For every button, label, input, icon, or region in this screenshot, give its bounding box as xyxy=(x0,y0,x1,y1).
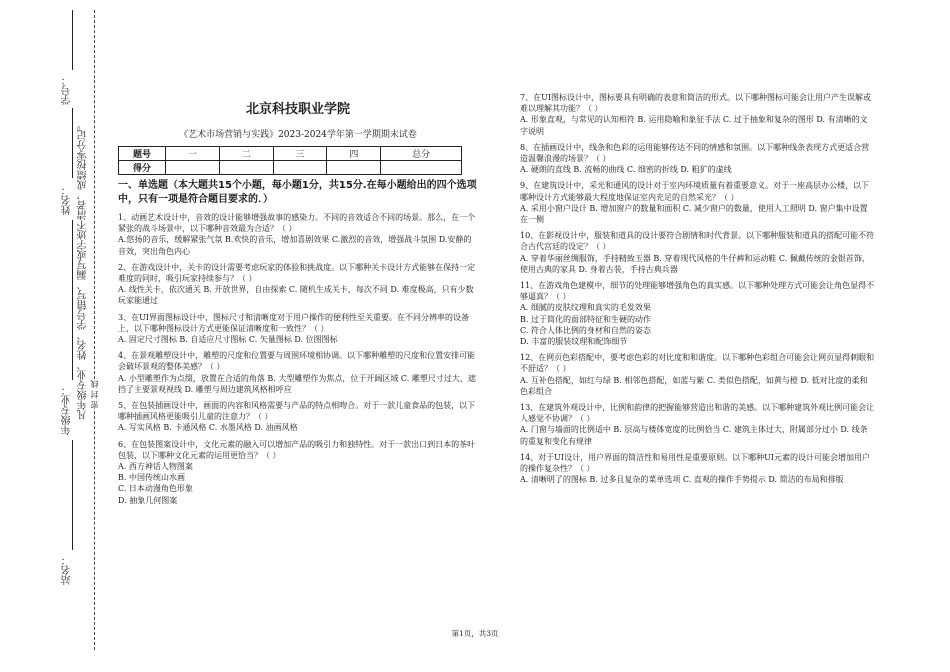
question-stem: 9、在建筑设计中，采光和通风的设计对于室内环境质量有着重要意义。对于一座高层办公楼，以下哪种设计方式能够最大程度地保证室内充足的自然采光？（ ） xyxy=(520,181,870,202)
question-stem: 13、在建筑外观设计中，比例和韵律的把握能够营造出和谐的美感。以下哪种建筑外观比例可能会让人感觉不协调？（ ） xyxy=(520,403,875,424)
question-options: A. 互补色搭配，如红与绿 B. 相邻色搭配，如蓝与紫 C. 类似色搭配，如黄与橙 D. 低对比度的柔和色彩组合 xyxy=(520,375,868,396)
question xyxy=(520,402,875,447)
question xyxy=(520,180,875,225)
score-header-cell: 四 xyxy=(327,147,381,161)
score-row-label: 得分 xyxy=(119,161,166,175)
question xyxy=(118,350,478,395)
question xyxy=(520,352,875,397)
score-table-header-row xyxy=(119,147,462,161)
binding-line xyxy=(72,440,73,550)
score-cell[interactable] xyxy=(327,161,381,175)
question-option: B. 过于简化的面部特征和生硬的动作 xyxy=(520,314,651,324)
question-stem: 5、在包装插画设计中，画面的内容和风格需要与产品的特点相吻合。对于一款儿童食品的包装，以下哪种插画风格更能吸引儿童的注意力？（ ） xyxy=(118,401,476,422)
seal-mark: 密 封 线 xyxy=(90,380,99,410)
question xyxy=(118,262,478,307)
question-option: D. 抽象几何图案 xyxy=(118,495,178,505)
question-stem: 11、在游戏角色建模中，细节的处理能够增强角色的真实感。以下哪种处理方式可能会让角色显得不够逼真？（ ） xyxy=(520,281,875,302)
question-option: B. 中国传统山水画 xyxy=(118,473,185,483)
score-header-cell: 总分 xyxy=(381,147,462,161)
question-options: A. 清晰明了的图标 B. 过多且复杂的菜单选项 C. 直观的操作手势提示 D. 简洁的布局和排版 xyxy=(520,475,844,485)
question xyxy=(520,230,875,275)
question-options: A. 采用小窗户设计 B. 增加窗户的数量和面积 C. 减少窗户的数量，使用人工照明 D. 窗户集中设置在一侧 xyxy=(520,203,868,225)
binding-line xyxy=(72,220,73,380)
question-option: A. 细腻的皮肤纹理和真实的毛发效果 xyxy=(520,303,651,313)
question-options: A. 形象直观，与常见的认知相符 B. 运用隐喻和象征手法 C. 过于抽象和复杂的图形 D. 有清晰的文字说明 xyxy=(520,115,868,136)
class-label: 年级专业： xyxy=(62,385,73,435)
question-option: D. 丰富的服装纹理和配饰细节 xyxy=(520,337,628,347)
page-footer: 第1页，共3页 xyxy=(451,629,499,638)
score-table-score-row xyxy=(119,161,462,175)
right-column xyxy=(520,92,875,486)
question xyxy=(520,452,875,486)
question xyxy=(118,400,478,434)
school-name: 北京科技职业学院 xyxy=(245,102,350,117)
exam-subtitle: 《艺术市场营销与实践》2023-2024学年第一学期期末试卷 xyxy=(179,130,417,140)
question-options: A. 硬朗的直线 B. 流畅的曲线 C. 细密的折线 D. 粗犷的虚线 xyxy=(520,165,732,175)
question-stem: 4、在景观雕塑设计中，雕塑的尺度和位置要与周围环境相协调。以下哪种雕塑的尺度和位置安排可能会破坏景观的整体美感？（ ） xyxy=(118,351,476,372)
question xyxy=(520,142,875,176)
question xyxy=(118,312,478,346)
score-cell[interactable] xyxy=(166,161,220,175)
question-options: A. 写实风格 B. 卡通风格 C. 水墨风格 D. 油画风格 xyxy=(118,423,298,433)
question-option: C. 符合人体比例的身材和自然的姿态 xyxy=(520,325,651,335)
binding-line xyxy=(72,108,73,178)
question-option: C. 日本动漫角色形象 xyxy=(118,484,193,494)
question-stem: 10、在影视设计中，服装和道具的设计要符合剧情和时代背景。以下哪种服装和道具的搭配可能不符合古代宫廷的设定？（ ） xyxy=(520,231,875,252)
question-option: A. 西方神话人物图案 xyxy=(118,462,193,472)
seal-dashed-line xyxy=(94,10,95,650)
question-stem: 8、在插画设计中，线条和色彩的运用能够传达不同的情感和氛围。以下哪种线条表现方式更适合营造温馨浪漫的场景？（ ） xyxy=(520,142,870,164)
question-stem: 2、在游戏设计中，关卡的设计需要考虑玩家的体验和挑战度。以下哪种关卡设计方式能够在保持一定难度的同时，吸引玩家持续参与？（ ） xyxy=(118,262,476,284)
score-header-cell: 一 xyxy=(166,147,220,161)
question xyxy=(118,439,478,506)
question xyxy=(520,92,875,137)
exam-site-label: 站名： xyxy=(62,555,73,585)
question-stem: 12、在网页色彩搭配中，要考虑色彩的对比度和和谐度。以下哪种色彩组合可能会让网页显得刺眼和不舒适？（ ） xyxy=(520,353,875,374)
binding-strip xyxy=(0,0,100,672)
score-header-cell: 二 xyxy=(219,147,273,161)
question-options: A. 线性关卡，依次通关 B. 开放世界，自由探索 C. 随机生成关卡，每次不同 D. 难度极高，只有少数玩家能通过 xyxy=(118,285,474,306)
binding-line xyxy=(72,10,73,70)
question xyxy=(118,212,478,257)
question-stem: 14、对于UI设计，用户界面的简洁性和易用性是重要原则。以下哪种UI元素的设计可能会增加用户的操作复杂性？（ ） xyxy=(520,452,870,474)
question-stem: 7、在UI图标设计中，图标要具有明确的表意和简洁的形式。以下哪种图标可能会让用户产生误解或难以理解其功能？（ ） xyxy=(520,93,871,114)
name-label: 姓名： xyxy=(62,185,73,215)
student-id-label: 学号： xyxy=(62,75,73,105)
section-title: 一、单选题（本大题共15个小题，每小题1分，共15分.在每小题给出的四个选项中，只有一项是符合题目要求的．） xyxy=(118,180,477,205)
question-options: A. 小型雕塑作为点缀，放置在合适的角落 B. 大型雕塑作为焦点，位于开阔区域 C. 雕塑尺寸过大，遮挡了主要景观视线 D. 雕塑与周边建筑风格相呼应 xyxy=(118,373,476,394)
score-cell[interactable] xyxy=(219,161,273,175)
left-column xyxy=(118,98,478,506)
score-cell[interactable] xyxy=(381,161,462,175)
score-header-cell: 题号 xyxy=(119,147,166,161)
question-options: A.悠扬的音乐，缓解紧张气氛 B.欢快的音乐，增加喜剧效果 C.激烈的音效，增强战斗氛围 D.安静的音效，突出角色内心 xyxy=(118,235,472,256)
question-options: A. 穿着华丽丝绸服饰，手持精致玉器 B. 穿着现代风格的牛仔裤和运动鞋 C. 佩戴传统的金银首饰，使用古典的家具 D. 身着古装，手持古典兵器 xyxy=(520,253,870,274)
question-options: A. 门窗与墙面的比例适中 B. 层高与楼体宽度的比例恰当 C. 建筑主体过大，附属部分过小 D. 线条的重复和变化有规律 xyxy=(520,425,868,446)
question xyxy=(520,280,875,347)
score-table xyxy=(118,146,462,175)
question-options: A. 固定尺寸图标 B. 自适应尺寸图标 C. 矢量图标 D. 位图图标 xyxy=(118,335,338,345)
question-stem: 1、动画艺术设计中，音效的设计能够增强故事的感染力。不同的音效适合不同的场景。那么，在一个紧张的战斗场景中，以下哪种音效最为合适？（ ） xyxy=(118,213,476,234)
binding-notice: 凡年级专业、姓名、学号错写、漏写或字迹不清者，成绩按零分记。 xyxy=(78,120,89,420)
question-stem: 3、在UI界面图标设计中，图标尺寸和清晰度对于用户操作的便利性至关重要。在不同分辨率的设备上，以下哪种图标设计方式更能保证清晰度和一致性？（ ） xyxy=(118,312,469,333)
question-stem: 6、在包装图案设计中，文化元素的融入可以增加产品的吸引力和独特性。对于一款出口到日本的茶叶包装，以下哪种文化元素的运用更恰当？（ ） xyxy=(118,439,476,460)
score-header-cell: 三 xyxy=(273,147,327,161)
score-cell[interactable] xyxy=(273,161,327,175)
